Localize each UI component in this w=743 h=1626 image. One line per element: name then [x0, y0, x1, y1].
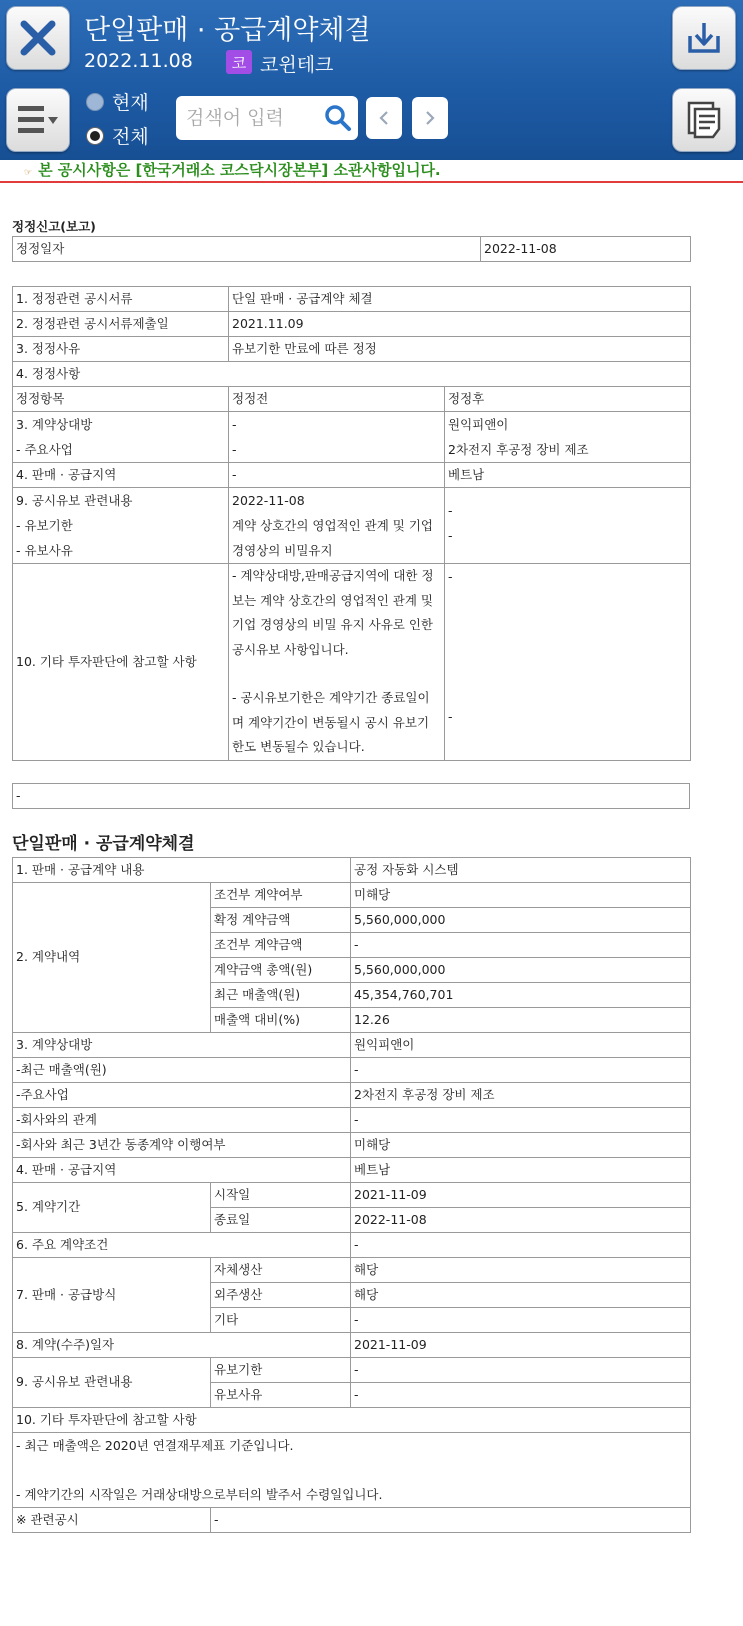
- table-row: [13, 1332, 691, 1357]
- cell-value: [13, 1432, 691, 1507]
- cell-sublabel: 자체생산: [211, 1257, 351, 1282]
- cell-value: -: [351, 1107, 691, 1132]
- table-row: [13, 1257, 691, 1282]
- table-row: [13, 237, 691, 262]
- table-row: [13, 362, 691, 387]
- table-row: [13, 1507, 691, 1532]
- cell-sublabel: 매출액 대비(%): [211, 1007, 351, 1032]
- cell-line: - 계약기간의 시작일은 거래상대방으로부터의 발주서 수령일입니다.: [16, 1486, 383, 1502]
- table-row: [13, 1132, 691, 1157]
- cell-line: 계약 상호간의 영업적인 관계 및 기업 경영상의 비밀유지: [232, 518, 433, 558]
- column-header: 정정후: [445, 387, 691, 412]
- radio-unchecked-icon: [86, 93, 104, 111]
- cell-sublabel: 조건부 계약여부: [211, 882, 351, 907]
- cell-value: 45,354,760,701: [351, 982, 691, 1007]
- cell-sublabel: 종료일: [211, 1207, 351, 1232]
- table-row: [13, 1432, 691, 1507]
- cell-sublabel: 기타: [211, 1307, 351, 1332]
- cell-label: -회사와 최근 3년간 동종계약 이행여부: [13, 1132, 351, 1157]
- radio-all[interactable]: [86, 122, 149, 149]
- cell-label: 2. 계약내역: [13, 882, 211, 1032]
- cell-sublabel: 최근 매출액(원): [211, 982, 351, 1007]
- cell-label: -최근 매출액(원): [13, 1057, 351, 1082]
- correction-title: 정정신고(보고): [12, 219, 96, 234]
- cell-line: - 유보사유: [16, 543, 73, 558]
- cell-value: -: [351, 1357, 691, 1382]
- cell-value: 2차전지 후공정 장비 제조: [351, 1082, 691, 1107]
- cell-value: 2021-11-09: [351, 1182, 691, 1207]
- table-row: [13, 337, 691, 362]
- table-row: [13, 1057, 691, 1082]
- table-row: [13, 1232, 691, 1257]
- cell-value: -: [13, 783, 690, 808]
- table-row: [13, 463, 691, 488]
- cell-sublabel: 유보사유: [211, 1382, 351, 1407]
- cell-value: 2022-11-08: [351, 1207, 691, 1232]
- cell-label: -주요사업: [13, 1082, 351, 1107]
- cell-item: 4. 판매 · 공급지역: [13, 463, 229, 488]
- cell-value: 유보기한 만료에 따른 정정: [229, 337, 691, 362]
- cell-sublabel: 조건부 계약금액: [211, 932, 351, 957]
- cell-value: 베트남: [351, 1157, 691, 1182]
- cell-label: 6. 주요 계약조건: [13, 1232, 351, 1257]
- market-badge: 코: [226, 50, 252, 74]
- table-header-row: [13, 387, 691, 412]
- cell-line: 원익피앤이: [448, 417, 509, 432]
- table-row: [13, 312, 691, 337]
- radio-all-label: 전체: [112, 126, 149, 148]
- cell-before: [229, 412, 445, 463]
- cell-value: -: [351, 1232, 691, 1257]
- cell-before: -: [229, 463, 445, 488]
- table-row: [13, 1082, 691, 1107]
- table-row: [13, 1107, 691, 1132]
- cell-line: 2022-11-08: [232, 493, 305, 508]
- table-row: [13, 488, 691, 564]
- table-row: [13, 412, 691, 463]
- cell-paragraph: - 계약상대방,판매공급지역에 대한 정보는 계약 상호간의 영업적인 관계 및 기업 경영상의 비밀 유지 사유로 인한 공시유보 사항입니다.: [232, 568, 434, 657]
- cell-sublabel: 계약금액 총액(원): [211, 957, 351, 982]
- cell-item: [13, 412, 229, 463]
- cell-line: -: [448, 503, 453, 518]
- table-row: [13, 1357, 691, 1382]
- chevron-left-icon: [377, 109, 391, 127]
- cell-value: -: [211, 1507, 691, 1532]
- document-list-icon: [683, 99, 725, 141]
- notice-bullet-icon: ☞: [24, 168, 33, 178]
- cell-label: 1. 판매 · 공급계약 내용: [13, 857, 351, 882]
- cell-after: [445, 488, 691, 564]
- cell-sublabel: 확정 계약금액: [211, 907, 351, 932]
- app-header: [0, 0, 743, 160]
- cell-label: 3. 정정사유: [13, 337, 229, 362]
- cell-line: -: [232, 442, 237, 457]
- cell-line: - 주요사업: [16, 442, 73, 457]
- cell-value: 공정 자동화 시스템: [351, 857, 691, 882]
- cell-label: 3. 계약상대방: [13, 1032, 351, 1057]
- notice-text: 본 공시사항은 [한국거래소 코스닥시장본부] 소관사항입니다.: [38, 161, 441, 179]
- search-input[interactable]: [186, 96, 324, 140]
- chevron-right-icon: [423, 109, 437, 127]
- cell-value: 12.26: [351, 1007, 691, 1032]
- table-row: [13, 783, 690, 808]
- page-title: 단일판매 · 공급계약체결: [84, 15, 371, 46]
- menu-button[interactable]: [6, 88, 70, 152]
- download-icon: [684, 18, 724, 58]
- document-body: [12, 185, 690, 1533]
- cell-value: 해당: [351, 1282, 691, 1307]
- contract-table: [12, 857, 691, 1533]
- cell-before: [229, 488, 445, 564]
- table-row: [13, 287, 691, 312]
- cell-line: - 유보기한: [16, 518, 73, 533]
- cell-value: 5,560,000,000: [351, 907, 691, 932]
- radio-current[interactable]: [86, 88, 149, 115]
- cell-label: 4. 판매 · 공급지역: [13, 1157, 351, 1182]
- cell-label: 4. 정정사항: [13, 362, 691, 387]
- cell-value: 미해당: [351, 882, 691, 907]
- radio-checked-icon: [86, 127, 104, 145]
- cell-line: - 최근 매출액은 2020년 연결재무제표 기준입니다.: [16, 1437, 294, 1453]
- table-row: [13, 1157, 691, 1182]
- cell-label: 7. 판매 · 공급방식: [13, 1257, 211, 1332]
- cell-label: 정정일자: [13, 237, 481, 262]
- next-button[interactable]: [412, 97, 448, 139]
- cell-line: -: [448, 569, 453, 584]
- correction-date-table: [12, 236, 691, 262]
- table-row: [13, 857, 691, 882]
- cell-value: -: [351, 1382, 691, 1407]
- cell-line: 9. 공시유보 관련내용: [16, 493, 133, 508]
- company-name[interactable]: 코윈테크: [260, 54, 334, 76]
- table-row: [13, 1032, 691, 1057]
- column-header: 정정전: [229, 387, 445, 412]
- search-box: [176, 96, 358, 140]
- cell-label: 5. 계약기간: [13, 1182, 211, 1232]
- correction-detail-table: [12, 286, 691, 761]
- cell-line: -: [448, 528, 453, 543]
- cell-item: 10. 기타 투자판단에 참고할 사항: [13, 564, 229, 761]
- menu-icon: [14, 100, 62, 140]
- cell-label: 10. 기타 투자판단에 참고할 사항: [13, 1407, 691, 1432]
- search-icon[interactable]: [324, 104, 352, 132]
- cell-value: 2021.11.09: [229, 312, 691, 337]
- cell-sublabel: 시작일: [211, 1182, 351, 1207]
- jurisdiction-notice: [0, 160, 743, 183]
- cell-value: -: [351, 932, 691, 957]
- cell-after: 베트남: [445, 463, 691, 488]
- cell-line: -: [448, 709, 453, 724]
- cell-value: 2021-11-09: [351, 1332, 691, 1357]
- table-row: [13, 1182, 691, 1207]
- cell-value: 원익피앤이: [351, 1032, 691, 1057]
- contract-title: 단일판매 · 공급계약체결: [12, 833, 195, 854]
- cell-after: [445, 412, 691, 463]
- table-row: [13, 1407, 691, 1432]
- table-row: [13, 564, 691, 761]
- table-row: [13, 882, 691, 907]
- cell-label: ※ 관련공시: [13, 1507, 211, 1532]
- cell-label: -회사와의 관계: [13, 1107, 351, 1132]
- close-button[interactable]: [6, 6, 70, 70]
- correction-note-table: [12, 783, 690, 809]
- cell-paragraph: - 공시유보기한은 계약기간 종료일이며 계약기간이 변동될시 공시 유보기한도 변동될수 있습니다.: [232, 690, 430, 754]
- cell-label: 2. 정정관련 공시서류제출일: [13, 312, 229, 337]
- download-button[interactable]: [672, 6, 736, 70]
- cell-after: [445, 564, 691, 761]
- cell-item: [13, 488, 229, 564]
- disclosure-date: 2022.11.08: [84, 50, 193, 72]
- cell-value: 5,560,000,000: [351, 957, 691, 982]
- cell-line: 3. 계약상대방: [16, 417, 93, 432]
- cell-before: [229, 564, 445, 761]
- cell-value: 2022-11-08: [481, 237, 691, 262]
- radio-current-label: 현재: [112, 92, 149, 114]
- cell-label: 1. 정정관련 공시서류: [13, 287, 229, 312]
- cell-value: 단일 판매 · 공급계약 체결: [229, 287, 691, 312]
- cell-line: 2차전지 후공정 장비 제조: [448, 442, 589, 457]
- document-list-button[interactable]: [672, 88, 736, 152]
- cell-sublabel: 외주생산: [211, 1282, 351, 1307]
- cell-sublabel: 유보기한: [211, 1357, 351, 1382]
- cell-label: 9. 공시유보 관련내용: [13, 1357, 211, 1407]
- prev-button[interactable]: [366, 97, 402, 139]
- cell-value: -: [351, 1307, 691, 1332]
- cell-line: -: [232, 417, 237, 432]
- cell-value: 해당: [351, 1257, 691, 1282]
- cell-value: -: [351, 1057, 691, 1082]
- cell-label: 8. 계약(수주)일자: [13, 1332, 351, 1357]
- cell-value: 미해당: [351, 1132, 691, 1157]
- column-header: 정정항목: [13, 387, 229, 412]
- close-icon: [14, 14, 62, 62]
